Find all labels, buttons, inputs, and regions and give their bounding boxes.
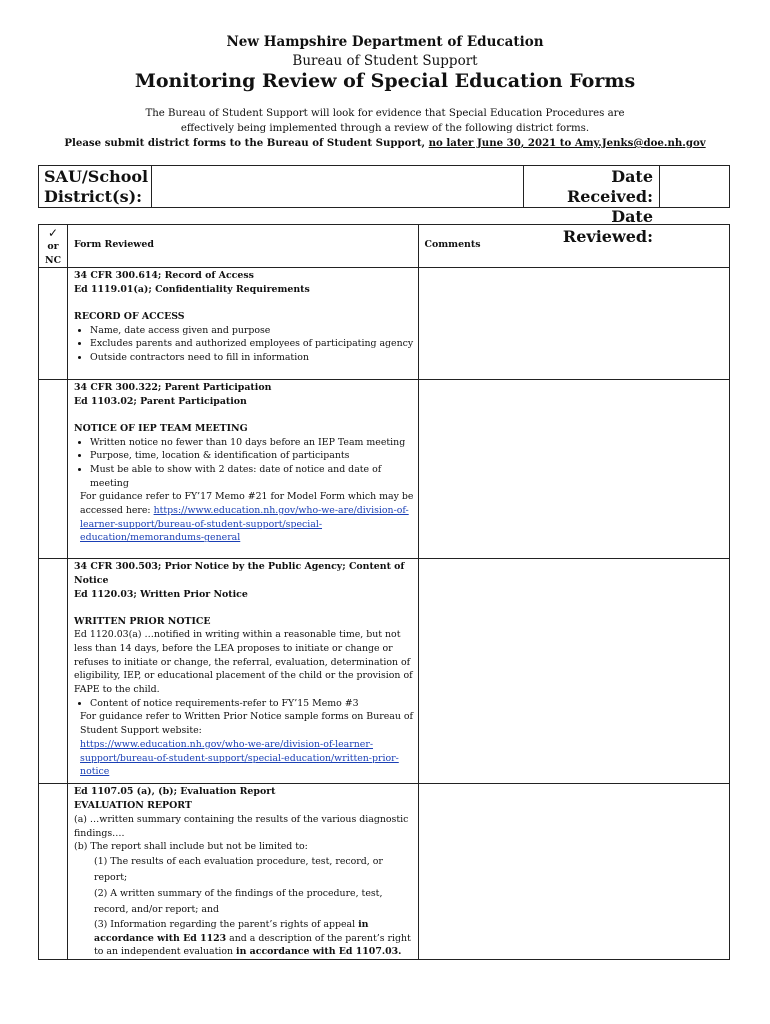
table-row — [39, 784, 730, 960]
citation: 34 CFR 300.614; Record of Access — [74, 270, 254, 282]
written-prior-notice-link[interactable]: https://www.education.nh.gov/who-we-are/division-of-learner-support/bureau-of-student-support/special-education/written-prior-notice — [80, 738, 399, 778]
intro-line-1: The Bureau of Student Support will look for evidence that Special Education Procedures are — [145, 108, 625, 119]
sub-item-3-bold-2: in accordance with Ed 1107.03. — [236, 946, 402, 958]
intro-line-2: effectively being implemented through a review of the following district forms. — [180, 123, 590, 134]
guidance-note: For guidance refer to FY’17 Memo #21 for Model Form which may be accessed here: — [80, 491, 414, 517]
check-cell[interactable] — [39, 380, 68, 559]
paragraph-a: (a) …written summary containing the results of the various diagnostic findings…. — [74, 813, 409, 839]
comments-cell[interactable] — [418, 784, 729, 960]
form-content — [68, 559, 418, 779]
form-heading: NOTICE OF IEP TEAM MEETING — [74, 422, 248, 434]
check-cell[interactable] — [39, 784, 68, 960]
bureau-name: Bureau of Student Support — [292, 53, 478, 69]
table-row — [39, 268, 730, 380]
sau-district-field[interactable] — [152, 166, 524, 207]
citation: 34 CFR 300.322; Parent Participation — [74, 382, 272, 394]
citation: Ed 1120.03; Written Prior Notice — [74, 588, 248, 600]
guidance-link-wrap — [74, 738, 414, 779]
form-cell — [68, 380, 419, 559]
date-field[interactable] — [660, 166, 729, 207]
list-item: • Content of notice requirements-refer to FY’15 Memo #3 — [90, 697, 414, 711]
nc-label: NC — [45, 254, 62, 266]
table-row — [39, 380, 730, 559]
requirement-list — [74, 436, 414, 491]
submit-deadline: no later June 30, 2021 to Amy.Jenks@doe.nh.gov — [428, 137, 706, 149]
or-label: or — [47, 241, 59, 252]
sub-item-3-text: (3) Information regarding the parent’s rights of appeal — [94, 918, 359, 930]
form-heading: RECORD OF ACCESS — [74, 310, 185, 322]
requirement-list — [74, 697, 414, 711]
form-reviewed-header: Form Reviewed — [74, 239, 154, 250]
department-name: New Hampshire Department of Education — [226, 34, 544, 50]
list-item: • Must be able to show with 2 dates: date of notice and date of meeting — [90, 463, 414, 490]
check-mark-icon: ✓ — [47, 226, 59, 240]
guidance-text: For guidance refer to Written Prior Notice sample forms on Bureau of Student Support website: — [80, 711, 413, 737]
date-labels — [524, 166, 660, 246]
list-item: • Written notice no fewer than 10 days before an IEP Team meeting — [90, 436, 414, 450]
form-content — [68, 380, 418, 545]
citation: 34 CFR 300.503; Prior Notice by the Public Agency; Content of Notice — [74, 561, 405, 587]
form-cell — [68, 559, 419, 784]
check-cell[interactable] — [39, 268, 68, 380]
form-heading: WRITTEN PRIOR NOTICE — [74, 615, 211, 627]
review-table — [38, 224, 730, 960]
paragraph-b: (b) The report shall include but not be limited to: — [74, 841, 308, 853]
citation: Ed 1107.05 (a), (b); Evaluation Report — [74, 786, 276, 798]
date-received-label: Date Received: — [566, 167, 653, 206]
intro-line-3 — [40, 136, 730, 151]
sau-label-line-1: SAU/School — [44, 167, 149, 186]
sub-item-2: (2) A written summary of the findings of the procedure, test, record, and/or report; and — [94, 887, 383, 915]
comments-cell[interactable] — [418, 380, 729, 559]
sub-item-3-bold: in accordance with Ed 1123 — [94, 918, 369, 944]
comments-cell[interactable] — [418, 559, 729, 784]
form-reviewed-header-cell — [68, 225, 419, 268]
sub-item-3 — [74, 918, 414, 959]
form-cell — [68, 268, 419, 380]
guidance-text — [74, 490, 414, 545]
sub-item-1: (1) The results of each evaluation procedure, test, record, or report; — [94, 855, 383, 883]
form-content — [68, 784, 418, 959]
list-item: • Outside contractors need to fill in information — [90, 351, 414, 365]
body-text: Ed 1120.03(a) …notified in writing within a reasonable time, but not less than 14 days, before the LEA proposes to initiate or change or refuses to initiate or change, the referral, evaluation, determination of eligibility, IEP, or educational placement of the child or the provision of FAPE to the child. — [74, 629, 413, 696]
submit-instruction: Please submit district forms to the Bureau of Student Support, — [64, 137, 429, 149]
requirement-list — [74, 324, 414, 365]
sub-item-3-text-2: and a description of the parent’s right to an independent evaluation — [94, 932, 411, 958]
sau-label-line-2: District(s): — [44, 187, 143, 206]
date-reviewed-label: Date Reviewed: — [562, 207, 653, 246]
check-header — [39, 225, 68, 268]
table-header-row — [39, 225, 730, 268]
memorandums-link[interactable]: https://www.education.nh.gov/who-we-are/division-of-learner-support/bureau-of-student-support/special-education/memorandums-general — [80, 505, 409, 544]
form-cell — [68, 784, 419, 960]
sau-label — [39, 166, 152, 207]
form-content — [68, 268, 418, 364]
form-heading: EVALUATION REPORT — [74, 800, 192, 812]
citation: Ed 1119.01(a); Confidentiality Requirements — [74, 284, 310, 296]
page-title: Monitoring Review of Special Education Forms — [134, 70, 636, 92]
comments-cell[interactable] — [418, 268, 729, 380]
citation: Ed 1103.02; Parent Participation — [74, 396, 247, 408]
check-cell[interactable] — [39, 559, 68, 784]
list-item: • Name, date access given and purpose — [90, 324, 414, 338]
list-item: • Excludes parents and authorized employees of participating agency — [90, 337, 414, 351]
table-row — [39, 559, 730, 784]
comments-header: Comments — [424, 239, 481, 250]
comments-header-cell — [418, 225, 729, 268]
list-item: • Purpose, time, location & identification of participants — [90, 449, 414, 463]
